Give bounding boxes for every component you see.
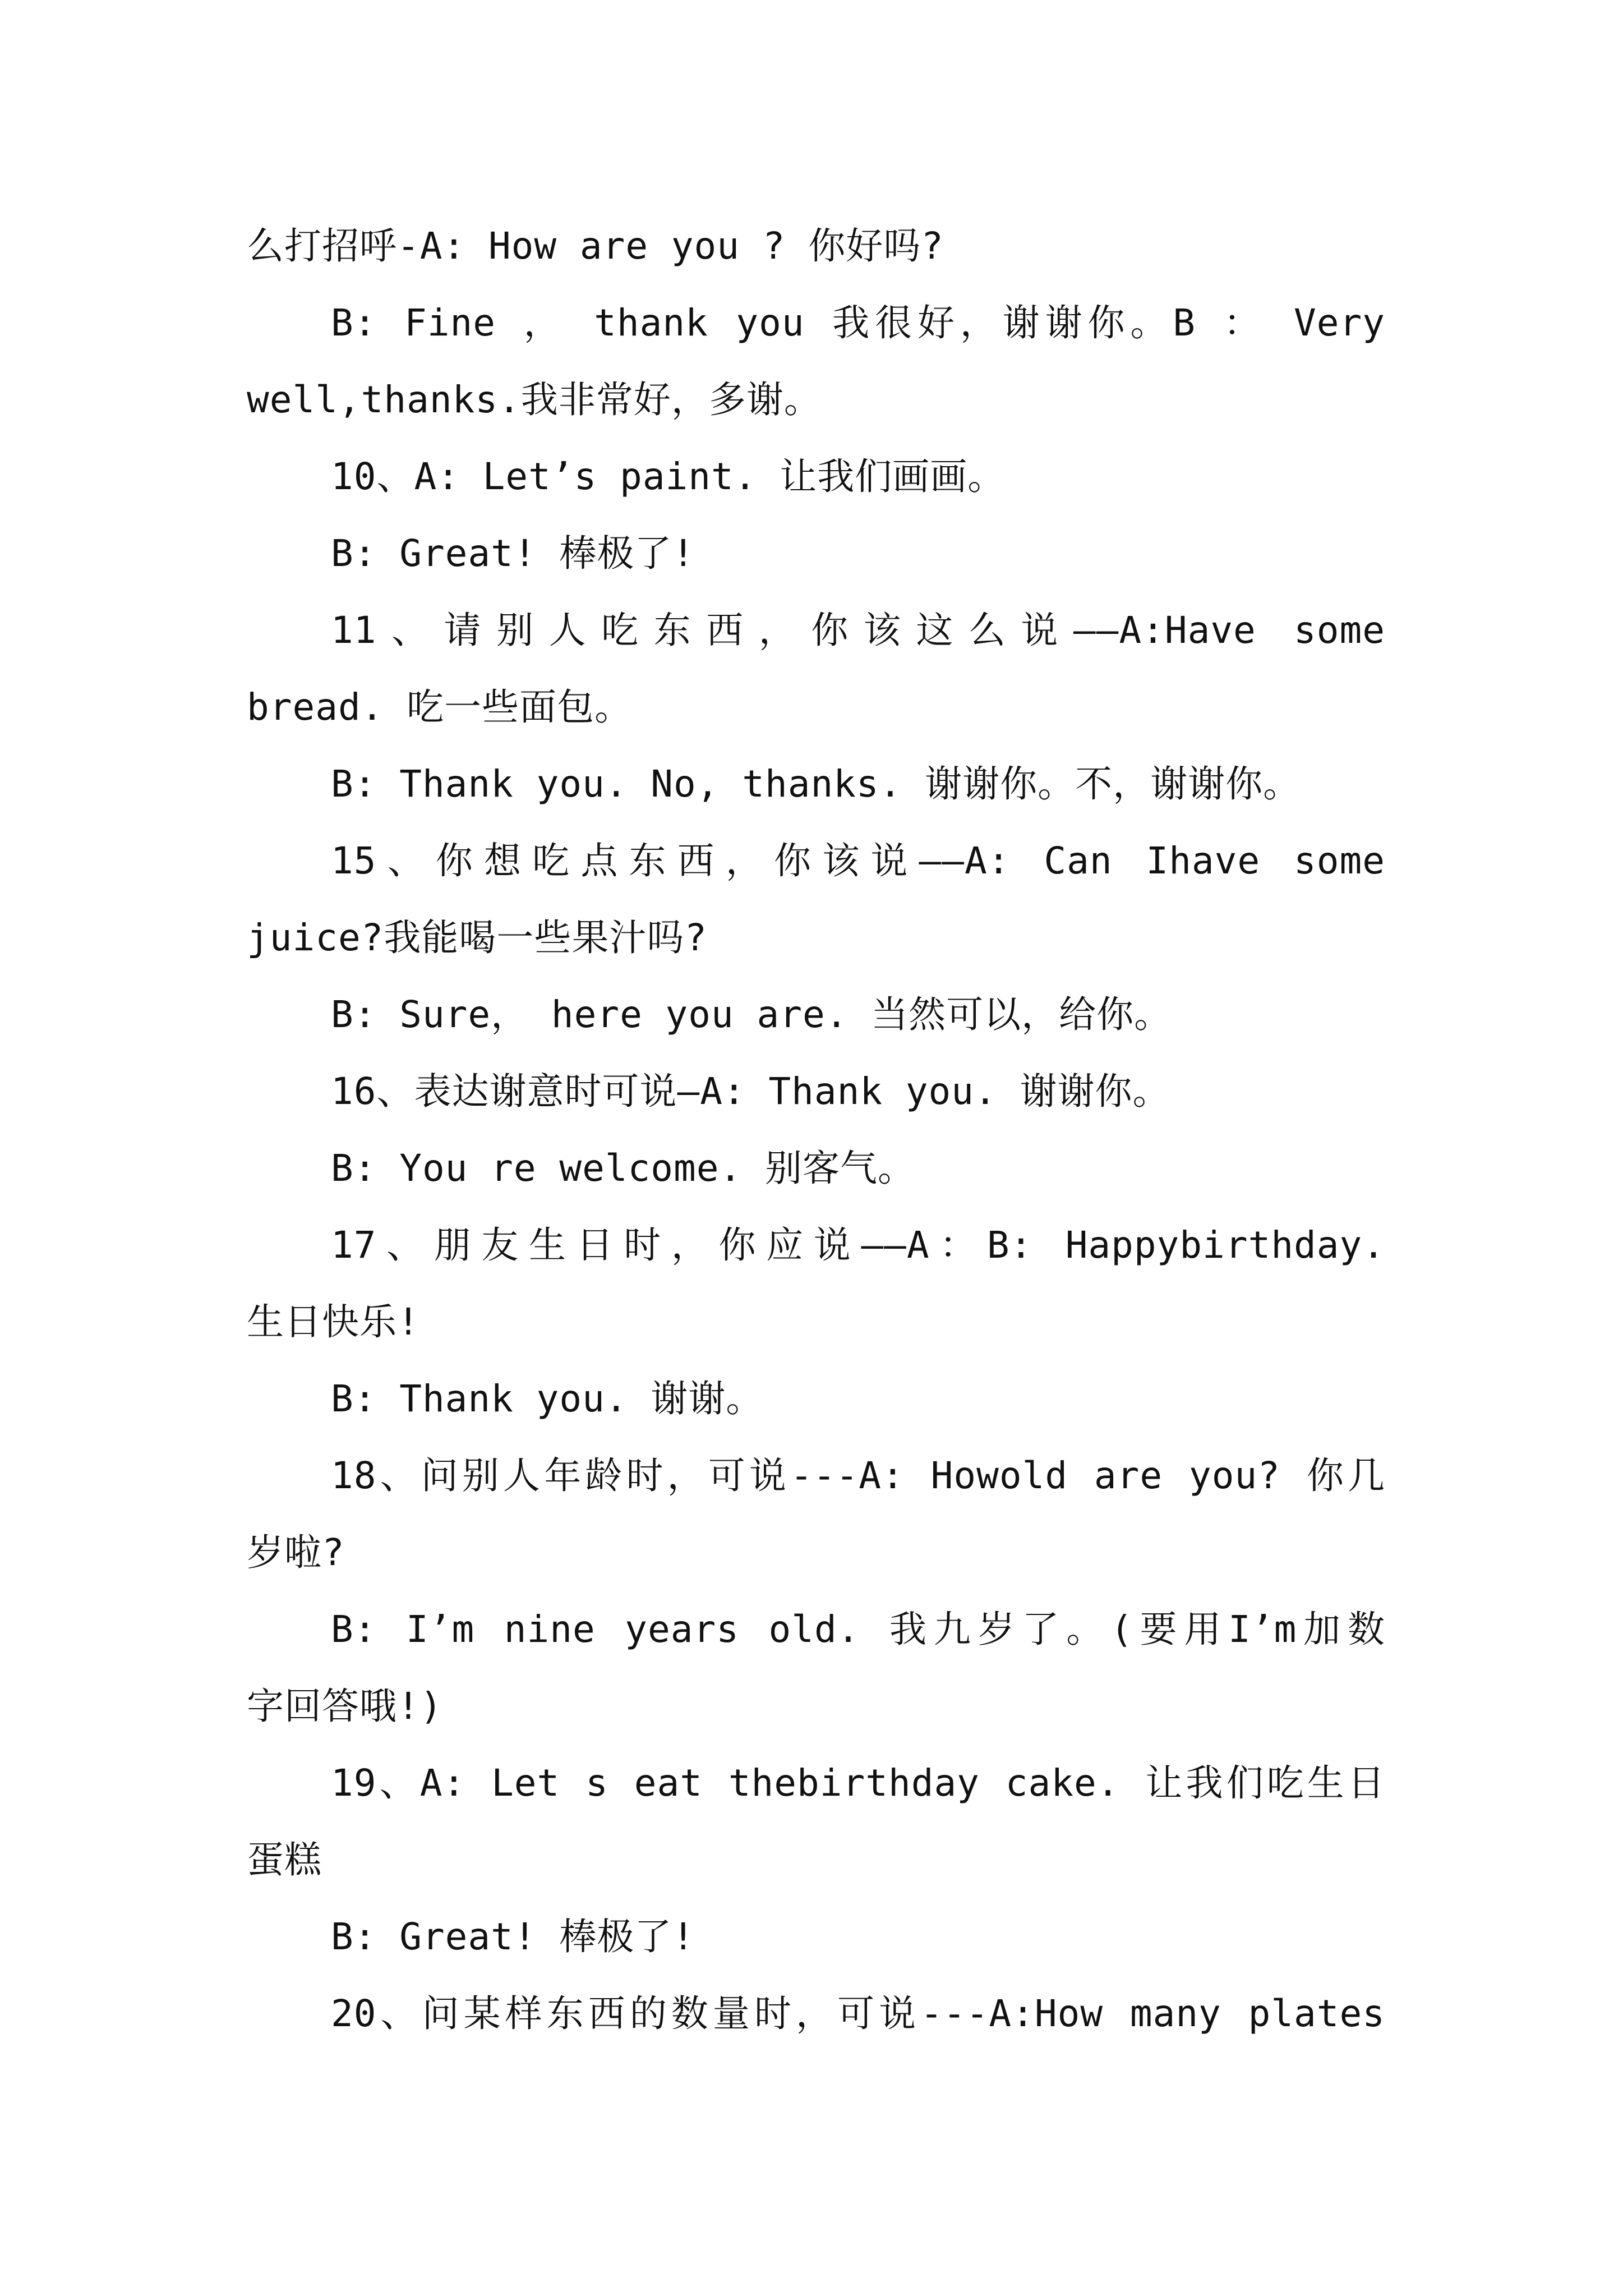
document-body xyxy=(247,208,1385,2052)
text-line: 16、表达谢意时可说—A: Thank you. 谢谢你。 xyxy=(331,1070,1170,1113)
text-line: 字回答哦!) xyxy=(247,1685,443,1728)
text-line: 20、问某样东西的数量时，可说---A:How many plates xyxy=(331,1992,1385,2035)
text-line: 生日快乐! xyxy=(247,1300,420,1343)
text-line: 19、A: Let s eat thebirthday cake. 让我们吃生日 xyxy=(331,1761,1385,1805)
text-line: 11、请别人吃东西，你该这么说——A:Have some xyxy=(331,609,1385,652)
text-line: B: Thank you. 谢谢。 xyxy=(331,1377,764,1420)
text-line: 岁啦? xyxy=(247,1531,345,1574)
text-line: B: Thank you. No, thanks. 谢谢你。不，谢谢你。 xyxy=(331,762,1301,806)
text-line: bread. 吃一些面包。 xyxy=(247,685,633,729)
text-line: B: Great! 棒极了! xyxy=(331,1915,695,1958)
text-line: juice?我能喝一些果汁吗? xyxy=(247,916,708,959)
text-line: 18、问别人年龄时，可说---A: Howold are you? 你几 xyxy=(331,1454,1385,1497)
text-line: B: Sure， here you are. 当然可以，给你。 xyxy=(331,993,1172,1036)
text-line: 17、朋友生日时，你应说——A：B: Happybirthday. xyxy=(331,1223,1385,1267)
text-line: well,thanks.我非常好，多谢。 xyxy=(247,378,822,421)
text-line: B: Great! 棒极了! xyxy=(331,532,695,575)
text-line: 蛋糕 xyxy=(247,1838,322,1881)
text-line: 15、你想吃点东西，你该说——A: Can Ihave some xyxy=(331,839,1385,882)
text-line: B: You re welcome. 别客气。 xyxy=(331,1147,915,1190)
text-line: 10、A: Let’s paint. 让我们画画。 xyxy=(331,455,1006,498)
text-line: B: I’m nine years old. 我九岁了。(要用I’m加数 xyxy=(331,1608,1385,1651)
text-line: B: Fine ， thank you 我很好，谢谢你。B ： Very xyxy=(331,301,1385,344)
text-line: 么打招呼-A: How are you ? 你好吗? xyxy=(247,224,944,268)
